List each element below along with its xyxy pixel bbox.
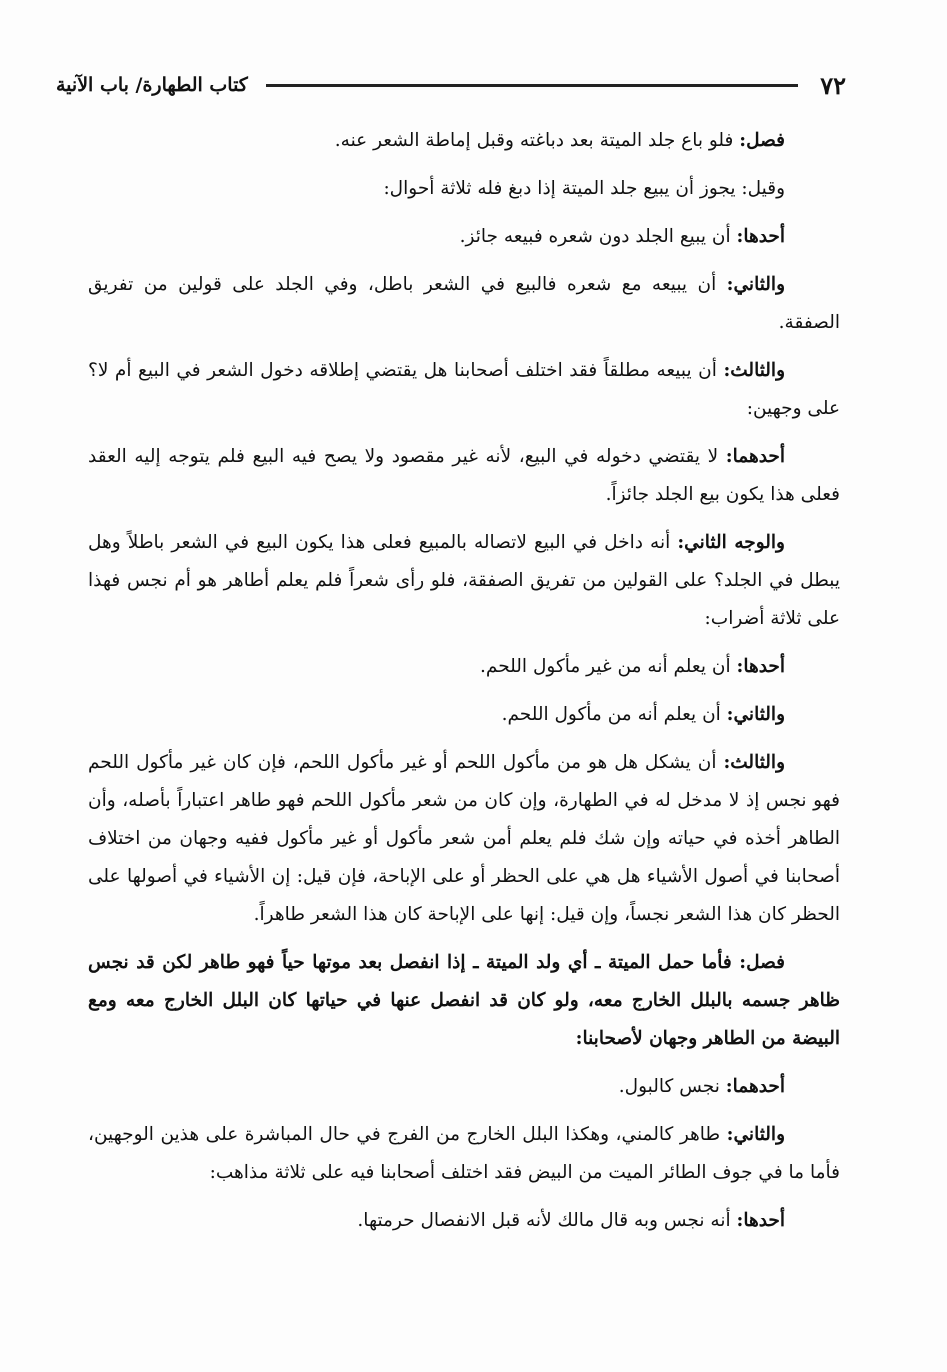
paragraph-thani-2: [88, 696, 840, 734]
paragraph-lead: أحدها:: [736, 1210, 785, 1231]
paragraph-fasl-2: [88, 944, 840, 1058]
paragraph-lead: والثالث:: [723, 360, 785, 381]
paragraph-thalith-2: [88, 744, 840, 934]
paragraph-qila: [88, 170, 840, 208]
paragraph-wajh-thani: [88, 524, 840, 638]
paragraph-thani-3: [88, 1116, 840, 1192]
paragraph-lead: والثاني:: [726, 1124, 785, 1145]
paragraph-text: طاهر كالمني، وهكذا البلل الخارج من الفرج في حال المباشرة على هذين الوجهين، فأما ما في جوف الطائر الميت من البيض فقد اختلف أصحابنا فيه على ثلاثة مذاهب:: [88, 1124, 840, 1183]
paragraph-text: أن يعلم أنه من مأكول اللحم.: [501, 704, 727, 725]
paragraph-lead: أحدها:: [736, 226, 785, 247]
paragraph-thani-1: [88, 266, 840, 342]
paragraph-text: أن يبيعه مع شعره فالبيع في الشعر باطل، وفي الجلد على قولين من تفريق الصفقة.: [88, 274, 840, 333]
paragraph-lead: والثاني:: [726, 274, 785, 295]
paragraph-text: أنه داخل في البيع لاتصاله بالمبيع فعلى هذا يكون البيع في الشعر باطلاً وهل يبطل في الجلد؟ على القولين من تفريق الصفقة، فلو رأى شعراً فلم يعلم أطاهر هو أم نجس فهذا على ثلاثة أضراب:: [88, 532, 840, 629]
paragraph-ahaduha-1: [88, 218, 840, 256]
header-rule: [266, 84, 798, 87]
page-number: ٧٢: [820, 70, 846, 100]
paragraph-text: نجس كالبول.: [618, 1076, 726, 1097]
paragraph-text: فأما حمل الميتة ـ أي ولد الميتة ـ إذا انفصل بعد موتها حياً فهو طاهر لكن قد نجس ظاهر جسمه بالبلل الخارج معه، ولو كان قد انفصل عنها في حياتها كان البلل الخارج معه ومع البيضة من الطاهر وجهان لأصحابنا:: [88, 952, 840, 1049]
paragraph-lead: فصل:: [739, 130, 785, 151]
paragraph-text: فلو باع جلد الميتة بعد دباغته وقبل إماطة الشعر عنه.: [334, 130, 740, 151]
running-title: كتاب الطهارة/ باب الآنية: [56, 74, 248, 96]
paragraph-lead: والوجه الثاني:: [677, 532, 785, 553]
paragraph-ahaduha-3: [88, 1202, 840, 1240]
paragraph-fasl-1: [88, 122, 840, 160]
paragraph-text: لا يقتضي دخوله في البيع، لأنه غير مقصود ولا يصح فيه البيع فلم يتوجه إليه العقد فعلى هذا يكون بيع الجلد جائزاً.: [88, 446, 840, 505]
paragraph-ahaduhuma-1: [88, 438, 840, 514]
paragraph-text: أن يشكل هل هو من مأكول اللحم أو غير مأكول اللحم، فإن كان غير مأكول اللحم فهو نجس إذ لا مدخل له في الطهارة، وإن كان من شعر مأكول اللحم فهو طاهر اعتباراً بأصله، وأن الطاهر أخذه في حياته وإن شك فلم يعلم أمن شعر مأكول أو غير مأكول ففيه وجهان من اختلاف أصحابنا في أصول الأشياء هل هي على الحظر أو على الإباحة، فإن قيل: إن الأشياء في أصولها على الحظر كان هذا الشعر نجساً، وإن قيل: إنها على الإباحة كان هذا الشعر طاهراً.: [88, 752, 840, 925]
paragraph-text: وقيل: يجوز أن يبيع جلد الميتة إذا دبغ فله ثلاثة أحوال:: [383, 178, 785, 199]
paragraph-thalith-1: [88, 352, 840, 428]
paragraph-text: أن يعلم أنه من غير مأكول اللحم.: [480, 656, 737, 677]
paragraph-lead: أحدهما:: [725, 446, 785, 467]
paragraph-ahaduha-2: [88, 648, 840, 686]
paragraph-lead: أحدهما:: [725, 1076, 785, 1097]
paragraph-lead: أحدها:: [736, 656, 785, 677]
body-text: [88, 122, 840, 1250]
page-header: [56, 68, 846, 102]
paragraph-text: أن يبيعه مطلقاً فقد اختلف أصحابنا هل يقتضي إطلاقه دخول الشعر في البيع أم لا؟ على وجهين:: [88, 360, 840, 419]
paragraph-lead: والثالث:: [723, 752, 785, 773]
paragraph-lead: والثاني:: [726, 704, 785, 725]
paragraph-text: أنه نجس وبه قال مالك لأنه قبل الانفصال حرمتها.: [357, 1210, 737, 1231]
paragraph-ahaduhuma-2: [88, 1068, 840, 1106]
paragraph-lead: فصل:: [739, 952, 785, 973]
paragraph-text: أن يبيع الجلد دون شعره فبيعه جائز.: [459, 226, 737, 247]
